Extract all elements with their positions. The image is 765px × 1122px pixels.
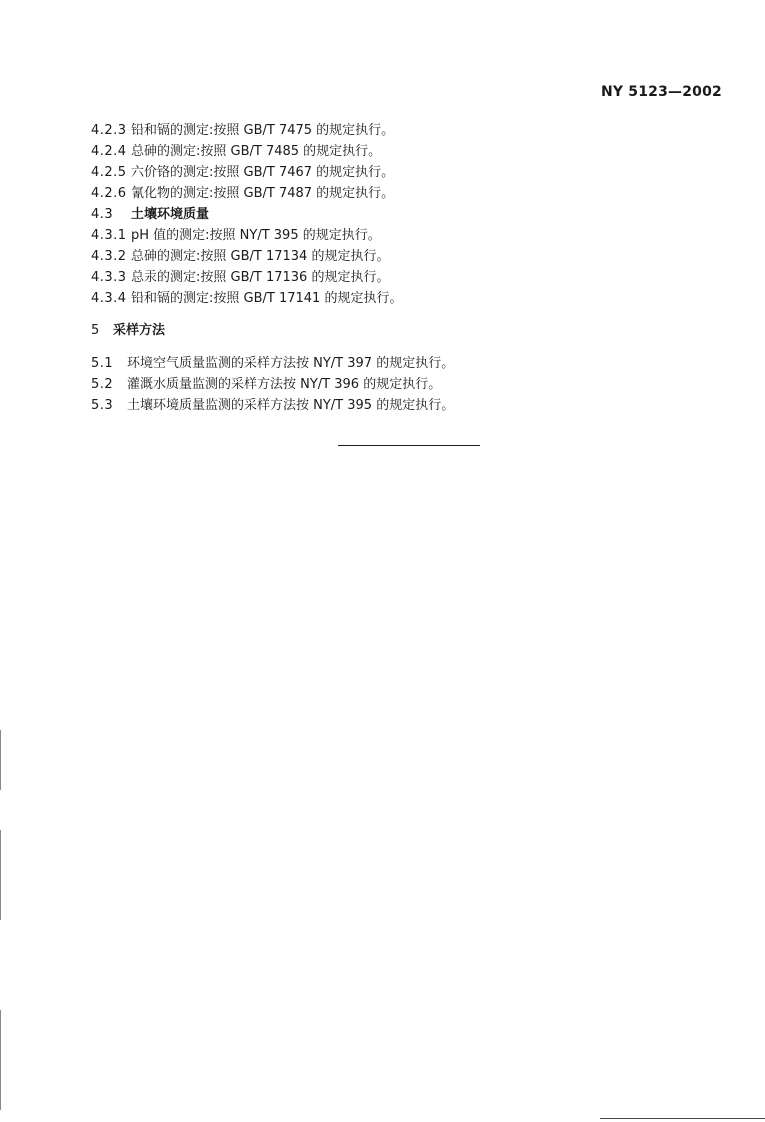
clause-text: 铅和镉的测定:按照 GB/T 7475 的规定执行。 xyxy=(131,123,395,138)
scan-edge-mark xyxy=(0,730,1,790)
clause-4-3-2 xyxy=(91,246,511,267)
clause-5-2 xyxy=(91,374,511,395)
clause-text: 环境空气质量监测的采样方法按 NY/T 397 的规定执行。 xyxy=(127,356,455,371)
clause-number: 5.2 xyxy=(91,377,114,392)
section-title: 采样方法 xyxy=(113,323,166,338)
clause-number: 4.2.3 xyxy=(91,123,127,138)
clause-text: 灌溉水质量监测的采样方法按 NY/T 396 的规定执行。 xyxy=(127,377,442,392)
end-of-document-rule xyxy=(338,445,480,446)
clause-number: 5.3 xyxy=(91,398,114,413)
clause-5-3 xyxy=(91,395,511,416)
scan-edge-mark xyxy=(0,830,1,920)
clause-4-3-4 xyxy=(91,288,511,309)
clause-text: 六价铬的测定:按照 GB/T 7467 的规定执行。 xyxy=(131,165,395,180)
clause-number: 4.2.6 xyxy=(91,186,127,201)
clause-5-1 xyxy=(91,353,511,374)
clause-text: 铅和镉的测定:按照 GB/T 17141 的规定执行。 xyxy=(131,291,403,306)
clause-text: 总砷的测定:按照 GB/T 7485 的规定执行。 xyxy=(131,144,382,159)
clause-number: 4.3.1 xyxy=(91,228,127,243)
clause-text: 总汞的测定:按照 GB/T 17136 的规定执行。 xyxy=(131,270,390,285)
clause-number: 5.1 xyxy=(91,356,114,371)
clause-4-3-1 xyxy=(91,225,511,246)
standard-number: NY 5123—2002 xyxy=(600,84,722,100)
clause-number: 4.3 xyxy=(91,207,114,222)
clause-4-2-6 xyxy=(91,183,511,204)
clause-4-3-3 xyxy=(91,267,511,288)
scan-edge-mark xyxy=(0,1010,1,1110)
section-5-heading xyxy=(91,320,511,341)
clause-number: 4.3.2 xyxy=(91,249,127,264)
clause-text: 土壤环境质量监测的采样方法按 NY/T 395 的规定执行。 xyxy=(127,398,455,413)
clause-4-2-4 xyxy=(91,141,511,162)
clause-number: 4.2.5 xyxy=(91,165,127,180)
clause-number: 4.3.4 xyxy=(91,291,127,306)
clause-number: 4.2.4 xyxy=(91,144,127,159)
clause-text: 总砷的测定:按照 GB/T 17134 的规定执行。 xyxy=(131,249,390,264)
clause-4-2-5 xyxy=(91,162,511,183)
page-bottom-rule xyxy=(600,1118,765,1119)
document-body xyxy=(91,120,511,416)
clause-text: 氰化物的测定:按照 GB/T 7487 的规定执行。 xyxy=(131,186,395,201)
clause-number: 4.3.3 xyxy=(91,270,127,285)
clause-heading: 土壤环境质量 xyxy=(131,207,210,222)
clause-4-2-3 xyxy=(91,120,511,141)
clause-4-3-heading xyxy=(91,204,511,225)
section-number: 5 xyxy=(91,323,100,338)
clause-text: pH 值的测定:按照 NY/T 395 的规定执行。 xyxy=(131,228,381,243)
